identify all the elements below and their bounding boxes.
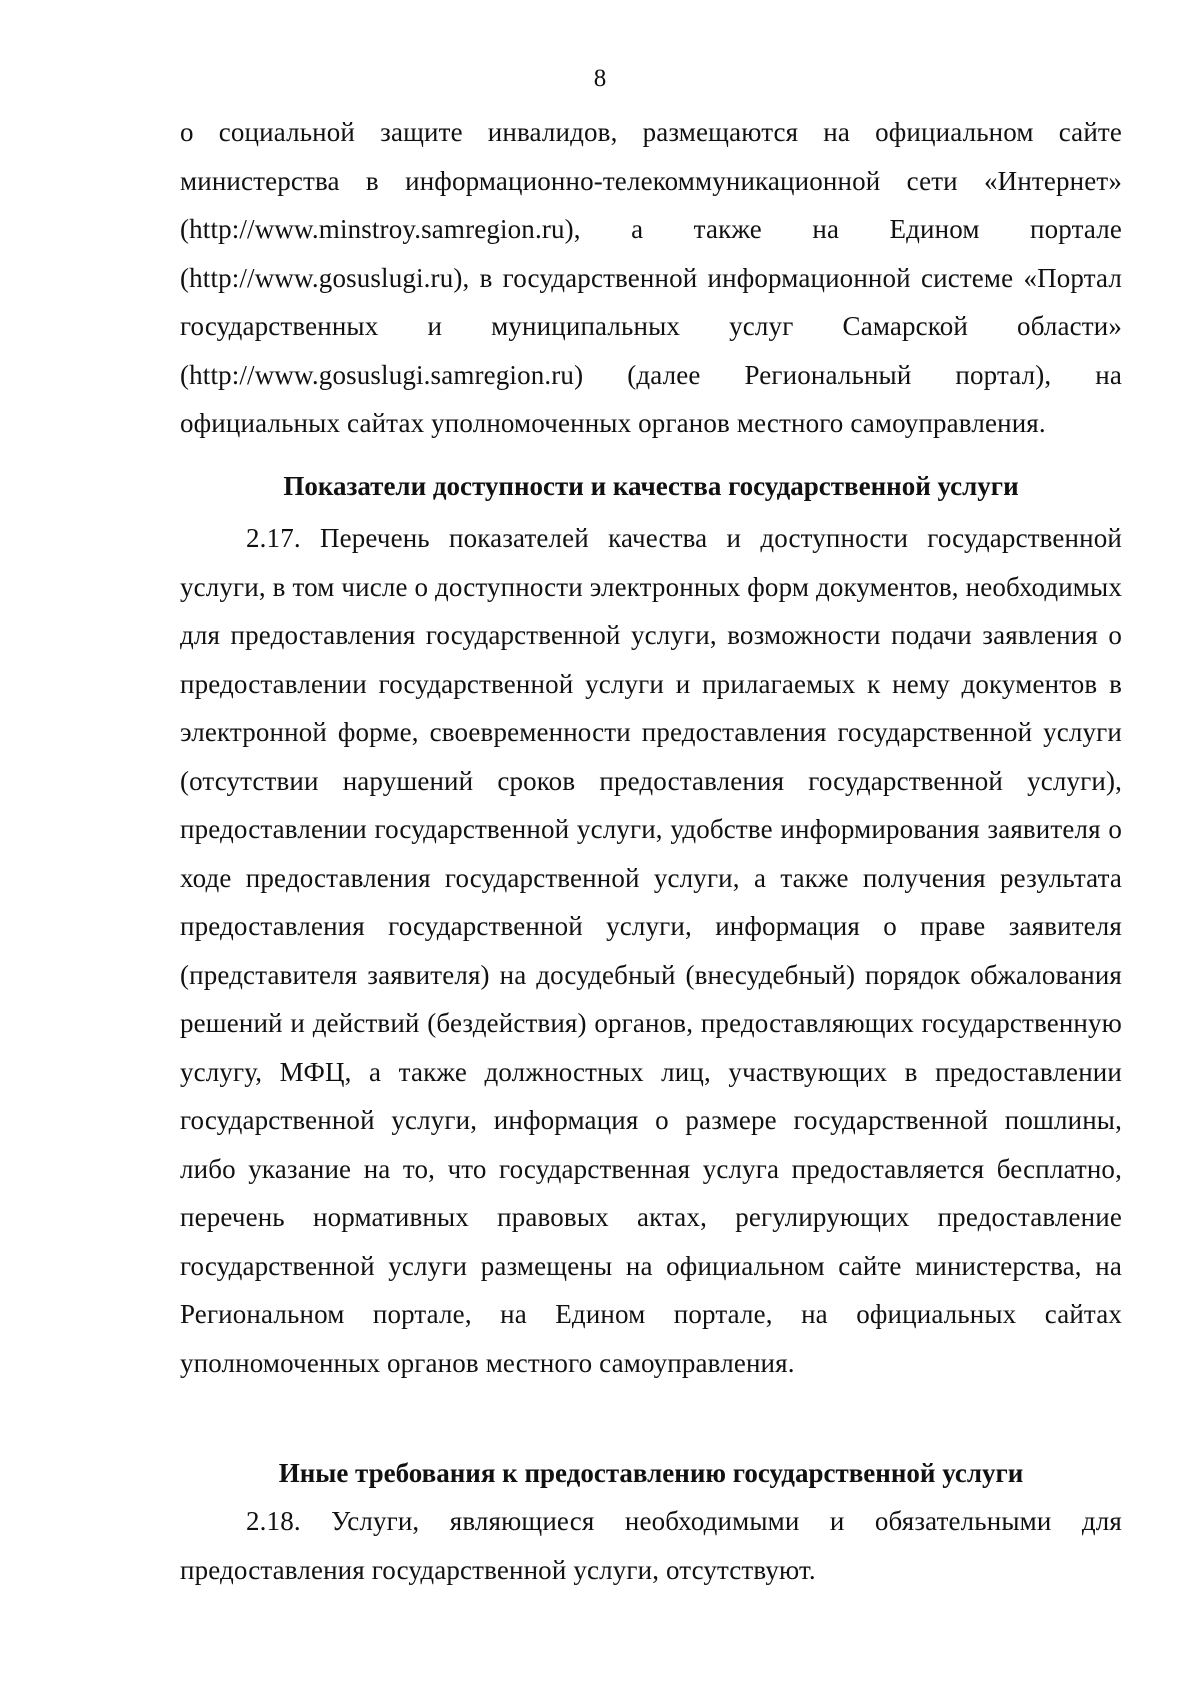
paragraph-2-18: 2.18. Услуги, являющиеся необходимыми и обязательными для предоставления государственной услуги, отсутствуют. (180, 1506, 1122, 1585)
paragraph-intro: о социальной защите инвалидов, размещаются на официальном сайте министерства в информационно-телекоммуникационной сети «Интернет» (http://www.minstroy.samregion.ru), а также на Едином портале (http://www.gosuslugi.ru), в государственной информационной системе «Портал государственных и муниципальных услуг Самарской области» (http://www.gosuslugi.samregion.ru) (далее Региональный портал), на официальных сайтах уполномоченных органов местного самоуправления. (180, 117, 1122, 438)
section-heading-other-requirements: Иные требования к предоставлению государственной услуги (278, 1458, 1024, 1488)
paragraph-2-17: 2.17. Перечень показателей качества и доступности государственной услуги, в том числе о доступности электронных форм документов, необходимых для предоставления государственной услуги, возможности подачи заявления о предоставлении государственной услуги и прилагаемых к нему документов в электронной форме, своевременности предоставления государственной услуги (отсутствии нарушений сроков предоставления государственной услуги), предоставлении государственной услуги, удобстве информирования заявителя о ходе предоставления государственной услуги, а также получения результата предоставления государственной услуги, информация о праве заявителя (представителя заявителя) на досудебный (внесудебный) порядок обжалования решений и действий (бездействия) органов, предоставляющих государственную услугу, МФЦ, а также должностных лиц, участвующих в предоставлении государственной услуги, информация о размере государственной пошлины, либо указание на то, что государственная услуга предоставляется бесплатно, перечень нормативных правовых актах, регулирующих предоставление государственной услуги размещены на официальном сайте министерства, на Региональном портале, на Едином портале, на официальных сайтах уполномоченных органов местного самоуправления. (180, 523, 1122, 1378)
section-heading-quality: Показатели доступности и качества государственной услуги (283, 471, 1019, 501)
page-number: 8 (593, 65, 607, 92)
